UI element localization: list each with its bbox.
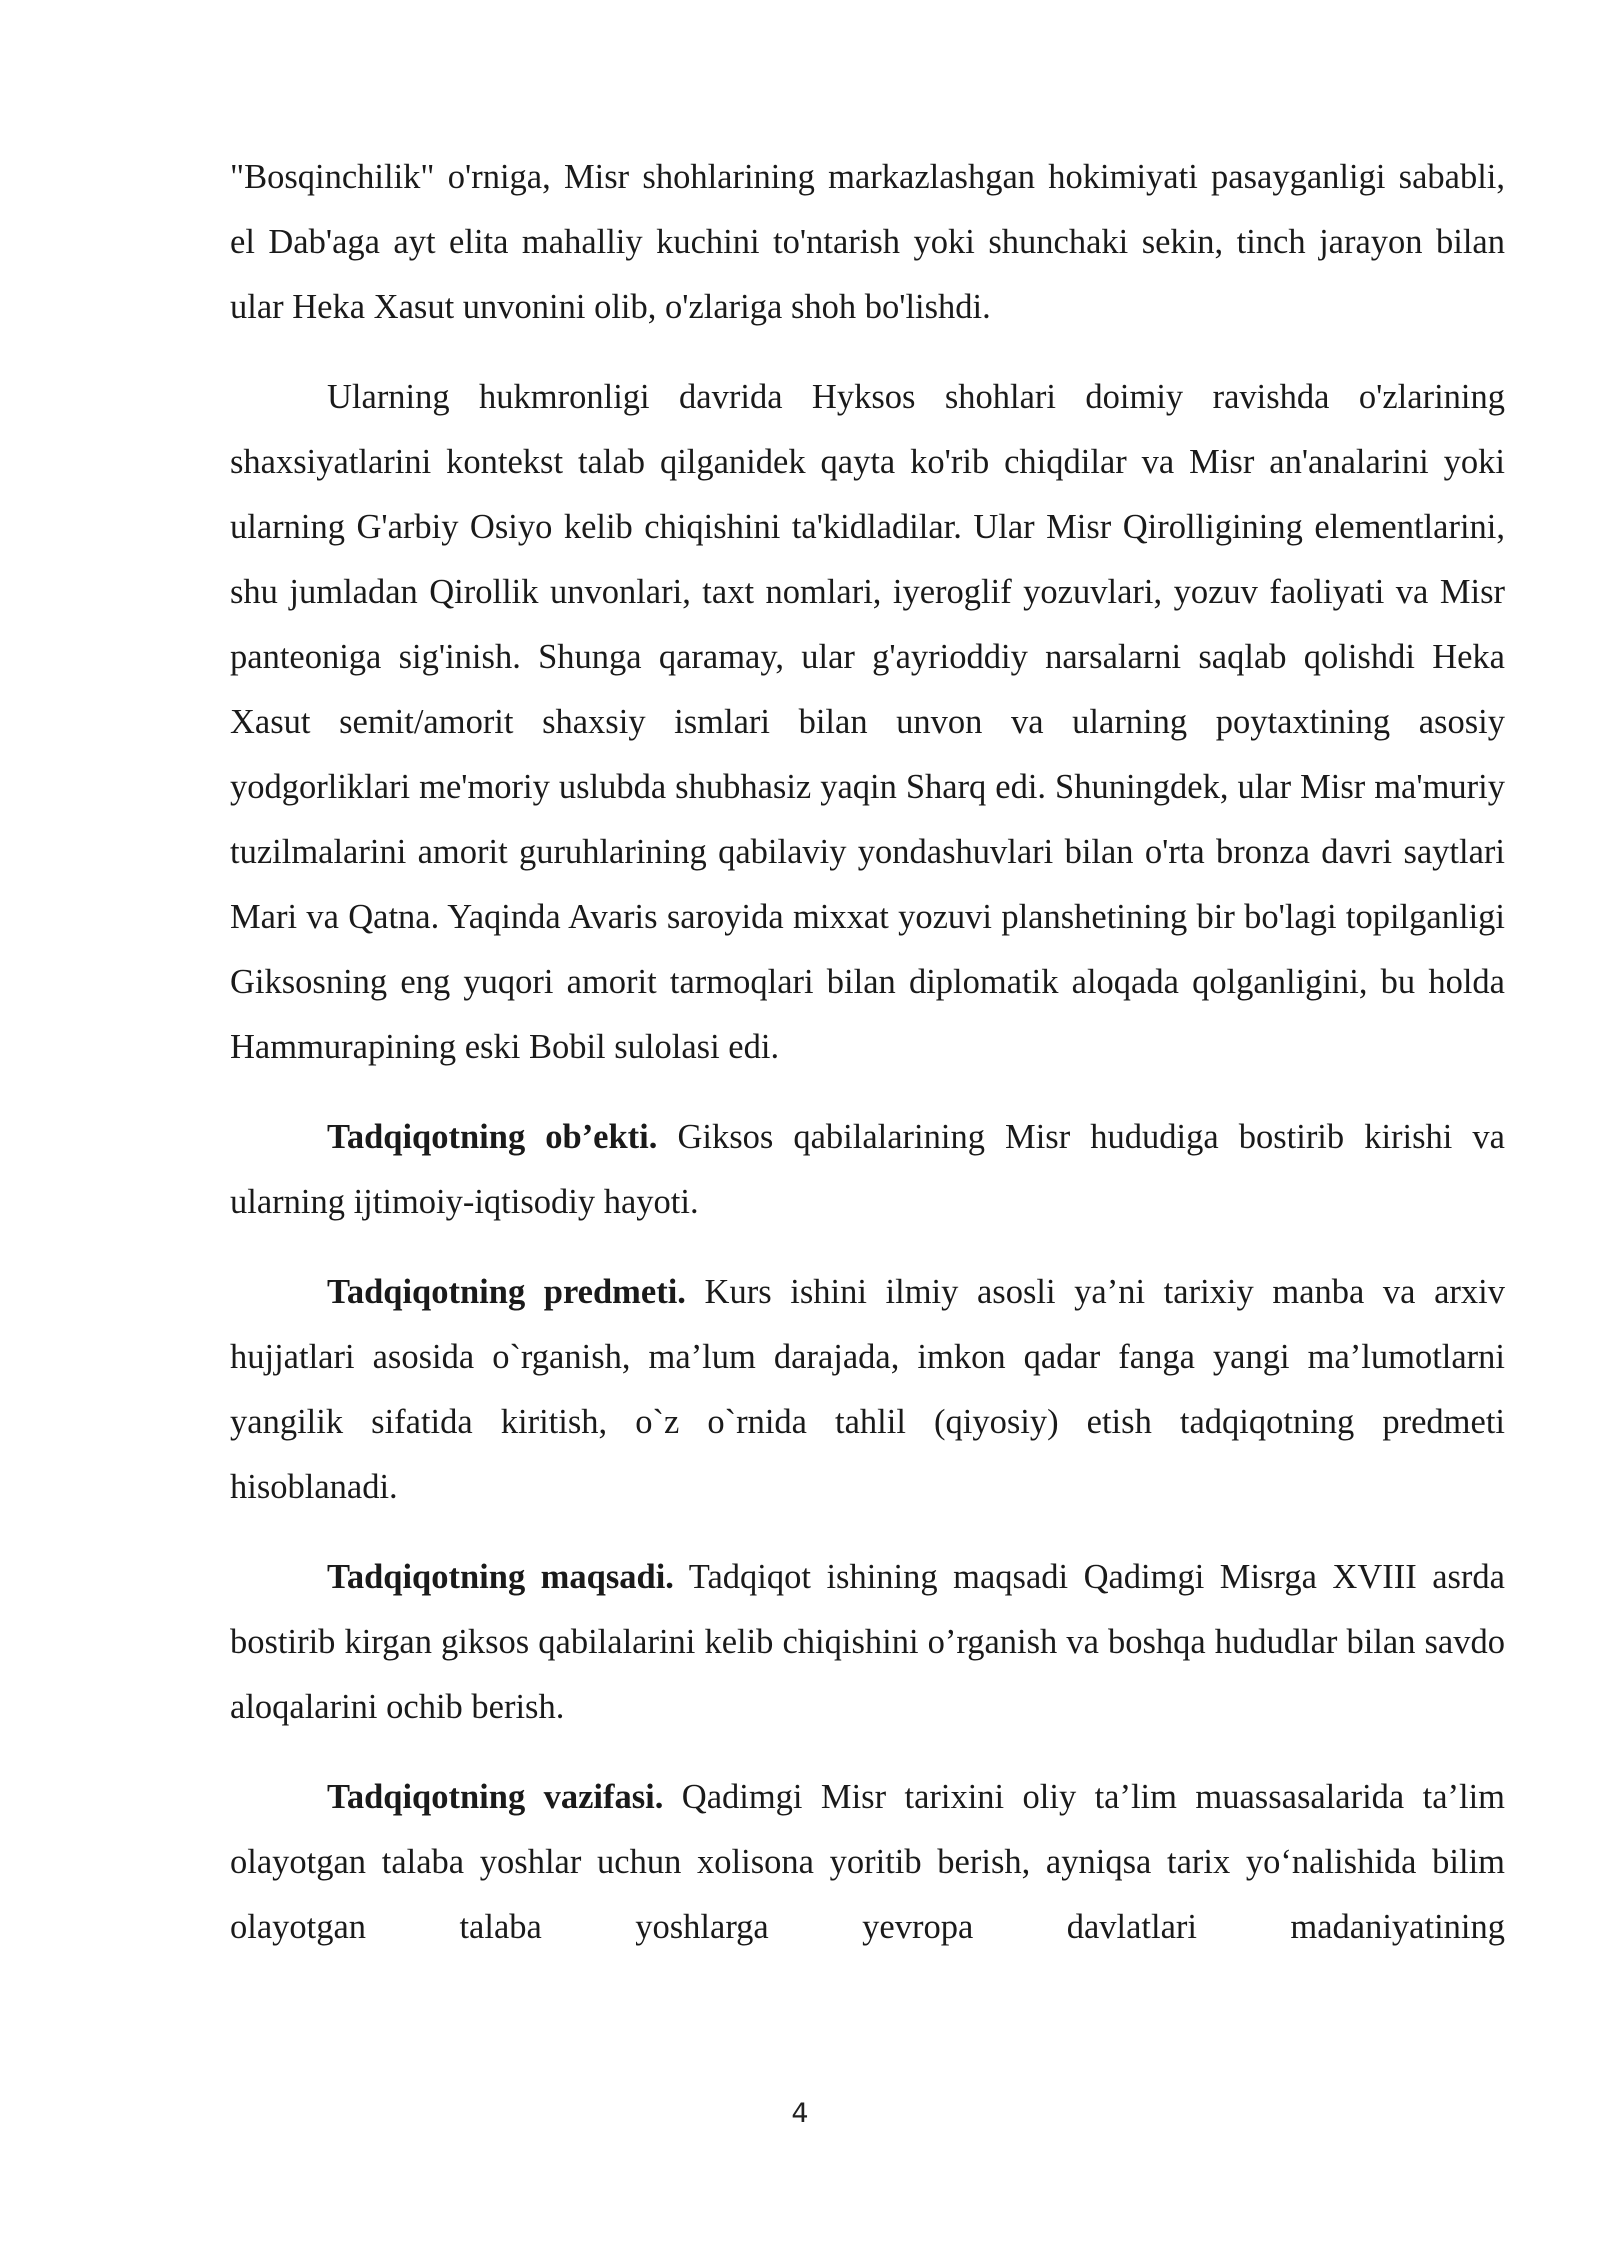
paragraph-heading: Tadqiqotning maqsadi.	[327, 1558, 674, 1596]
paragraph-text: Tadqiqot ishining maqsadi Qadimgi Misrga XVIII asrda bostirib kirgan giksos qabilalarini kelib chiqishini o’rganish va boshqa hududlar bilan savdo aloqalarini ochib berish.	[230, 1558, 1505, 1726]
paragraph-text: "Bosqinchilik" o'rniga, Misr shohlarining markazlashgan hokimiyati pasayganligi sababli, el Dab'aga ayt elita mahalliy kuchini to'ntarish yoki shunchaki sekin, tinch jarayon bilan ular Heka Xasut unvonini olib, o'zlariga shoh bo'lishdi.	[230, 158, 1505, 326]
paragraph-research-subject	[230, 1260, 1505, 1520]
paragraph-research-task	[230, 1765, 1505, 1960]
paragraph-bosqinchilik	[230, 145, 1505, 340]
paragraph-text: Giksos qabilalarining Misr hududiga bostirib kirishi va ularning ijtimoiy-iqtisodiy hayoti.	[230, 1118, 1505, 1221]
paragraph-research-goal	[230, 1545, 1505, 1740]
paragraph-heading: Tadqiqotning predmeti.	[327, 1273, 686, 1311]
page-number: 4	[791, 2098, 809, 2129]
paragraph-text: Kurs ishini ilmiy asosli ya’ni tarixiy manba va arxiv hujjatlari asosida o`rganish, ma’lum darajada, imkon qadar fanga yangi ma’lumotlarni yangilik sifatida kiritish, o`z o`rnida tahlil (qiyosiy) etish tadqiqotning predmeti hisoblanadi.	[230, 1273, 1505, 1506]
paragraph-heading: Tadqiqotning vazifasi.	[327, 1778, 664, 1816]
paragraph-text: Ularning hukmronligi davrida Hyksos shohlari doimiy ravishda o'zlarining shaxsiyatlarini kontekst talab qilganidek qayta ko'rib chiqdilar va Misr an'analarini yoki ularning G'arbiy Osiyo kelib chiqishini ta'kidladilar. Ular Misr Qirolligining elementlarini, shu jumladan Qirollik unvonlari, taxt nomlari, iyeroglif yozuvlari, yozuv faoliyati va Misr panteoniga sig'inish. Shunga qaramay, ular g'ayrioddiy narsalarni saqlab qolishdi Heka Xasut semit/amorit shaxsiy ismlari bilan unvon va ularning poytaxtining asosiy yodgorliklari me'moriy uslubda shubhasiz yaqin Sharq edi. Shuningdek, ular Misr ma'muriy tuzilmalarini amorit guruhlarining qabilaviy yondashuvlari bilan o'rta bronza davri saytlari Mari va Qatna. Yaqinda Avaris saroyida mixxat yozuvi planshetining bir bo'lagi topilganligi Giksosning eng yuqori amorit tarmoqlari bilan diplomatik aloqada qolganligini, bu holda Hammurapining eski Bobil sulolasi edi.	[230, 378, 1505, 1066]
paragraph-text: Qadimgi Misr tarixini oliy ta’lim muassasalarida ta’lim olayotgan talaba yoshlar uchun xolisona yoritib berish, ayniqsa tarix yo‘nalishida bilim olayotgan talaba yoshlarga yevropa davlatlari madaniyatining	[230, 1778, 1506, 1946]
paragraph-hyksos-rule	[230, 365, 1505, 1080]
paragraph-research-object	[230, 1105, 1505, 1235]
paragraph-heading: Tadqiqotning ob’ekti.	[327, 1118, 658, 1156]
